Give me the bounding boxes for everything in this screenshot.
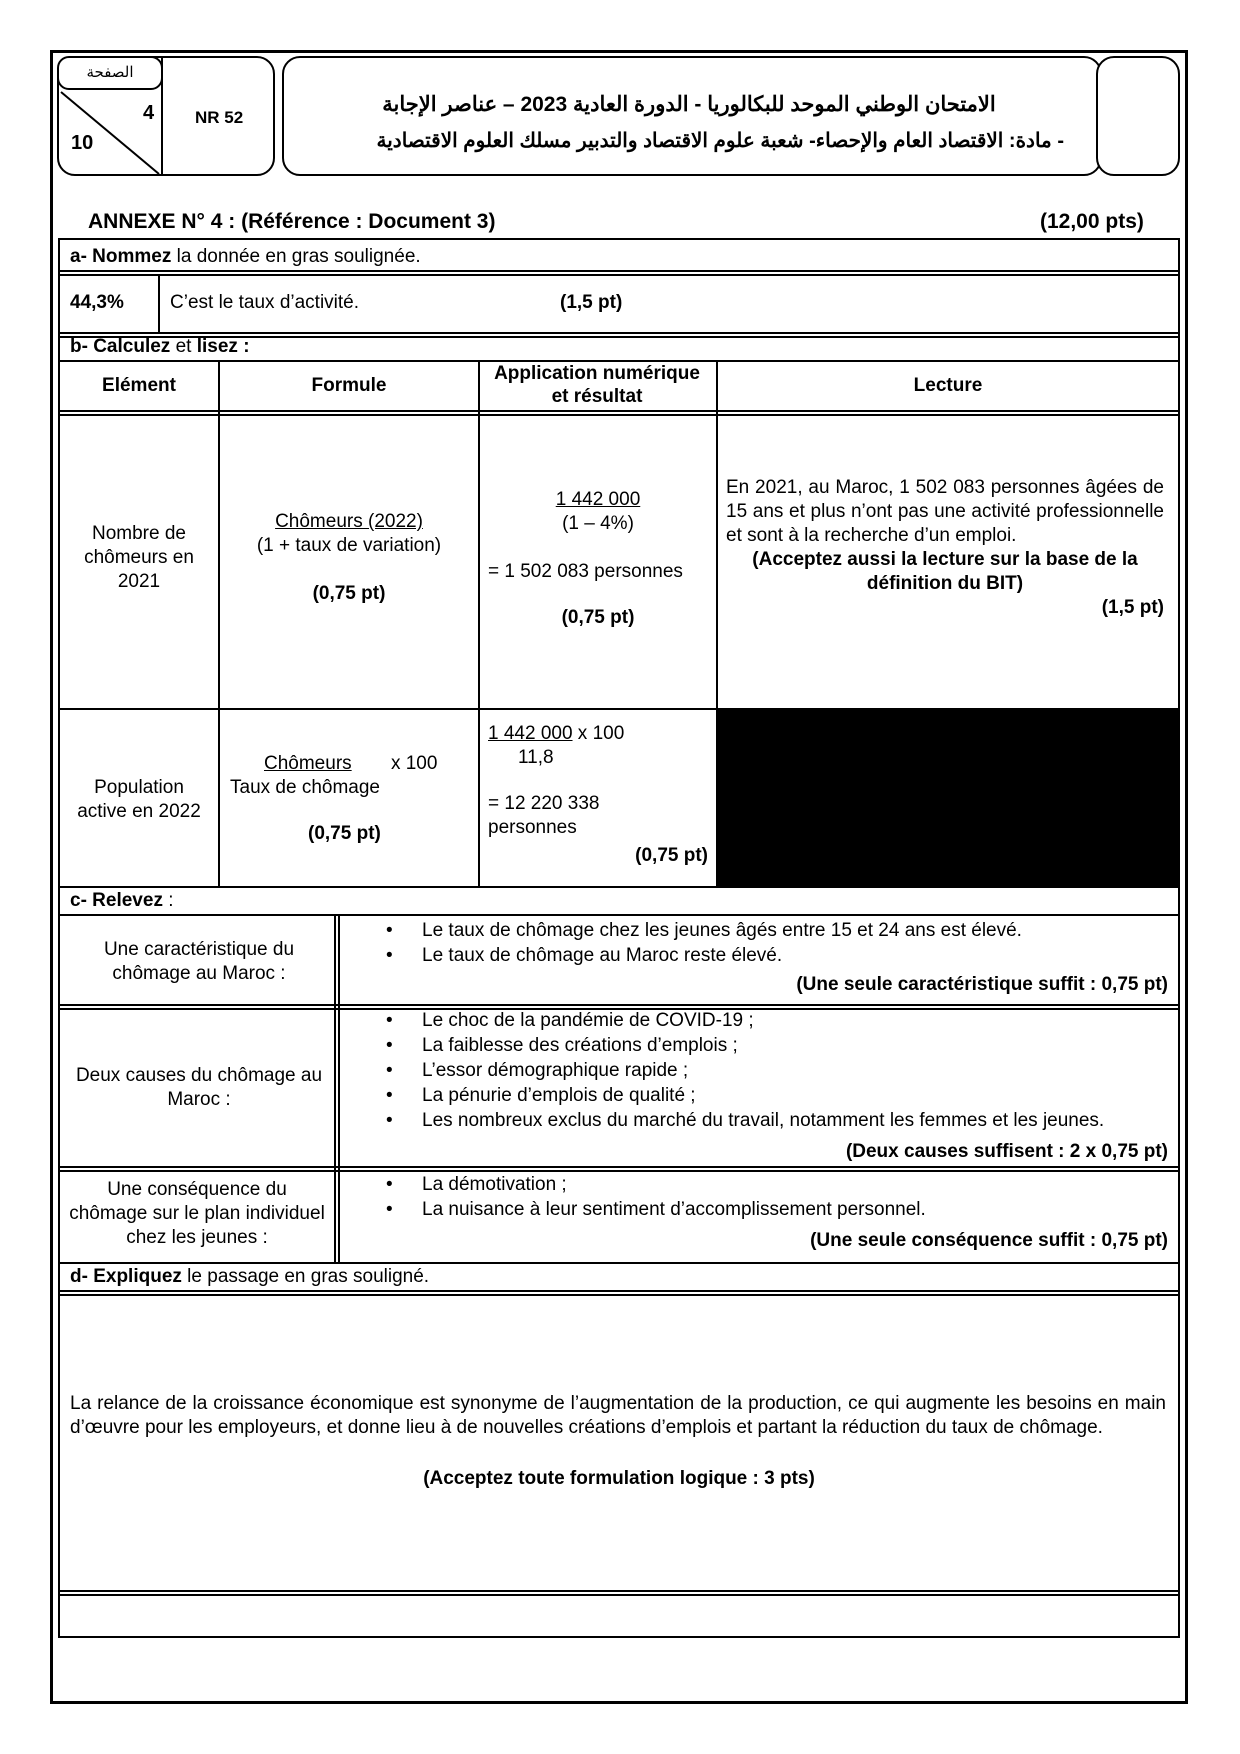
row1-lecture [726, 476, 1164, 620]
part-c-text: : [162, 890, 174, 911]
row1-formule [220, 510, 478, 606]
c-row2-item: • Le choc de la pandémie de COVID-19 ; [378, 1008, 1168, 1033]
page-number-box [57, 56, 275, 176]
c-row2-note: (Deux causes suffisent : 2 x 0,75 pt) [845, 1141, 1168, 1162]
c-row2-label: Deux causes du chômage au Maroc : [75, 1065, 323, 1110]
divider [338, 914, 340, 1262]
c-row2-item: • L’essor démographique rapide ; [378, 1058, 1168, 1083]
exam-subject: - مادة: الاقتصاد العام والإحصاء- شعبة علوم الاقتصاد والتدبير مسلك العلوم الاقتصادية [376, 130, 1064, 152]
c-row2-item: • La pénurie d’emplois de qualité ; [378, 1083, 1168, 1108]
page-total: 10 [71, 132, 94, 154]
c-row3-list [378, 1172, 1168, 1252]
divider [58, 914, 1180, 916]
header-element: Elément [102, 375, 176, 396]
c-row3-item: • La nuisance à leur sentiment d’accomplissement personnel. [378, 1197, 1168, 1222]
row1-app-num: 1 442 000 [555, 489, 641, 510]
divider [58, 1166, 1180, 1168]
row2-app-den: 11,8 [518, 747, 554, 768]
row2-lecture-redacted [718, 708, 1180, 888]
row2-formule-times: x 100 [390, 753, 438, 774]
header-lecture: Lecture [913, 375, 983, 396]
divider [58, 1594, 1180, 1596]
part-c-verb: c- Relevez [70, 890, 163, 911]
header-formule: Formule [311, 375, 387, 396]
part-b-question [70, 336, 250, 358]
divider [58, 274, 1180, 276]
part-a-verb: a- Nommez [70, 246, 172, 267]
part-d-note: (Acceptez toute formulation logique : 3 pts) [423, 1468, 815, 1489]
divider [58, 1294, 1180, 1296]
c-row2-item: • La faiblesse des créations d’emplois ; [378, 1033, 1168, 1058]
divider [58, 270, 1180, 272]
exam-title: الامتحان الوطني الموحد للبكالوريا - الدورة العادية 2023 – عناصر الإجابة [382, 93, 996, 116]
title-box [282, 56, 1102, 176]
part-a-answer: C’est le taux d’activité. [170, 292, 360, 313]
page-label: الصفحة [57, 56, 163, 90]
part-a-question [70, 246, 421, 268]
divider [58, 1290, 1180, 1292]
part-b-verb1: b- Calculez [70, 336, 171, 357]
divider [58, 332, 1180, 334]
row1-app-den: (1 – 4%) [562, 513, 634, 534]
divider [58, 414, 1180, 416]
annex-title: ANNEXE N° 4 : (Référence : Document 3) [88, 210, 496, 233]
part-a-text: la donnée en gras soulignée. [171, 246, 421, 267]
row1-lecture-pts: (1,5 pt) [1101, 597, 1164, 618]
c-row1-list [378, 918, 1168, 996]
part-a-points: (1,5 pt) [560, 292, 623, 313]
divider [334, 914, 336, 1262]
annex-points: (12,00 pts) [1040, 210, 1144, 233]
part-d-answer: La relance de la croissance économique est synonyme de l’augmentation de la production, ce qui augmente les besoins en main d’œuvre pour les employeurs, et donne lieu à de nouvelles créations d’emplois et partant la réduction du taux de chômage. [70, 1393, 1166, 1438]
row2-application [488, 722, 708, 868]
c-row2-list [378, 1008, 1168, 1163]
row2-formule-pts: (0,75 pt) [308, 823, 381, 844]
c-row2-item: • Les nombreux exclus du marché du travail, notamment les femmes et les jeunes. [378, 1108, 1168, 1133]
row2-app-result1: = 12 220 338 [488, 793, 600, 814]
row2-app-result2: personnes [488, 817, 577, 838]
row1-app-pts: (0,75 pt) [561, 607, 635, 628]
c-row3-item: • La démotivation ; [378, 1172, 1168, 1197]
part-b-mid: et [170, 336, 197, 357]
divider [58, 410, 1180, 412]
divider [58, 1590, 1180, 1592]
c-row3-label: Une conséquence du chômage sur le plan individuel chez les jeunes : [69, 1179, 325, 1248]
row1-formule-pts: (0,75 pt) [312, 583, 386, 604]
row2-element: Population active en 2022 [77, 777, 201, 822]
row2-app-pts: (0,75 pt) [635, 845, 708, 866]
c-row1-item: • Le taux de chômage au Maroc reste élevé. [378, 943, 1168, 968]
part-b-verb2: lisez : [196, 336, 250, 357]
row2-formule-den: Taux de chômage [230, 777, 380, 798]
part-a-value: 44,3% [70, 292, 124, 313]
row2-app-num: 1 442 000 [488, 723, 573, 744]
row2-formule [230, 752, 478, 846]
row1-formule-num: Chômeurs (2022) [275, 511, 423, 532]
row1-application [488, 488, 708, 630]
header-blank-box [1096, 56, 1180, 176]
header-application: Application numérique et résultat [494, 363, 700, 407]
row1-formule-den: (1 + taux de variation) [256, 535, 442, 556]
part-d-text: le passage en gras souligné. [181, 1266, 430, 1287]
c-row1-label: Une caractéristique du chômage au Maroc : [103, 939, 295, 984]
c-row1-item: • Le taux de chômage chez les jeunes âgés entre 15 et 24 ans est élevé. [378, 918, 1168, 943]
divider [58, 886, 1180, 888]
row1-element: Nombre de chômeurs en 2021 [84, 523, 194, 592]
c-row1-note: (Une seule caractéristique suffit : 0,75 pt) [796, 974, 1168, 995]
divider [158, 274, 160, 332]
row1-lecture-note: (Acceptez aussi la lecture sur la base de la définition du BIT) [752, 549, 1138, 594]
page-current: 4 [143, 102, 155, 124]
part-d-verb: d- Expliquez [70, 1266, 182, 1287]
part-c-question [70, 890, 174, 912]
part-d-question [70, 1266, 429, 1288]
divider [478, 360, 480, 888]
divider [218, 360, 220, 888]
exam-code: NR 52 [195, 108, 244, 127]
row2-app-times: x 100 [572, 723, 625, 744]
divider [58, 1004, 1180, 1006]
divider [58, 1262, 1180, 1264]
row2-formule-num: Chômeurs [264, 753, 352, 774]
row1-lecture-text: En 2021, au Maroc, 1 502 083 personnes âgées de 15 ans et plus n’ont pas une activité professionnelle et sont à la recherche d’un emploi. [726, 477, 1164, 546]
row1-app-result: = 1 502 083 personnes [488, 561, 683, 582]
c-row3-note: (Une seule conséquence suffit : 0,75 pt) [810, 1230, 1168, 1251]
page-divider [161, 56, 163, 176]
